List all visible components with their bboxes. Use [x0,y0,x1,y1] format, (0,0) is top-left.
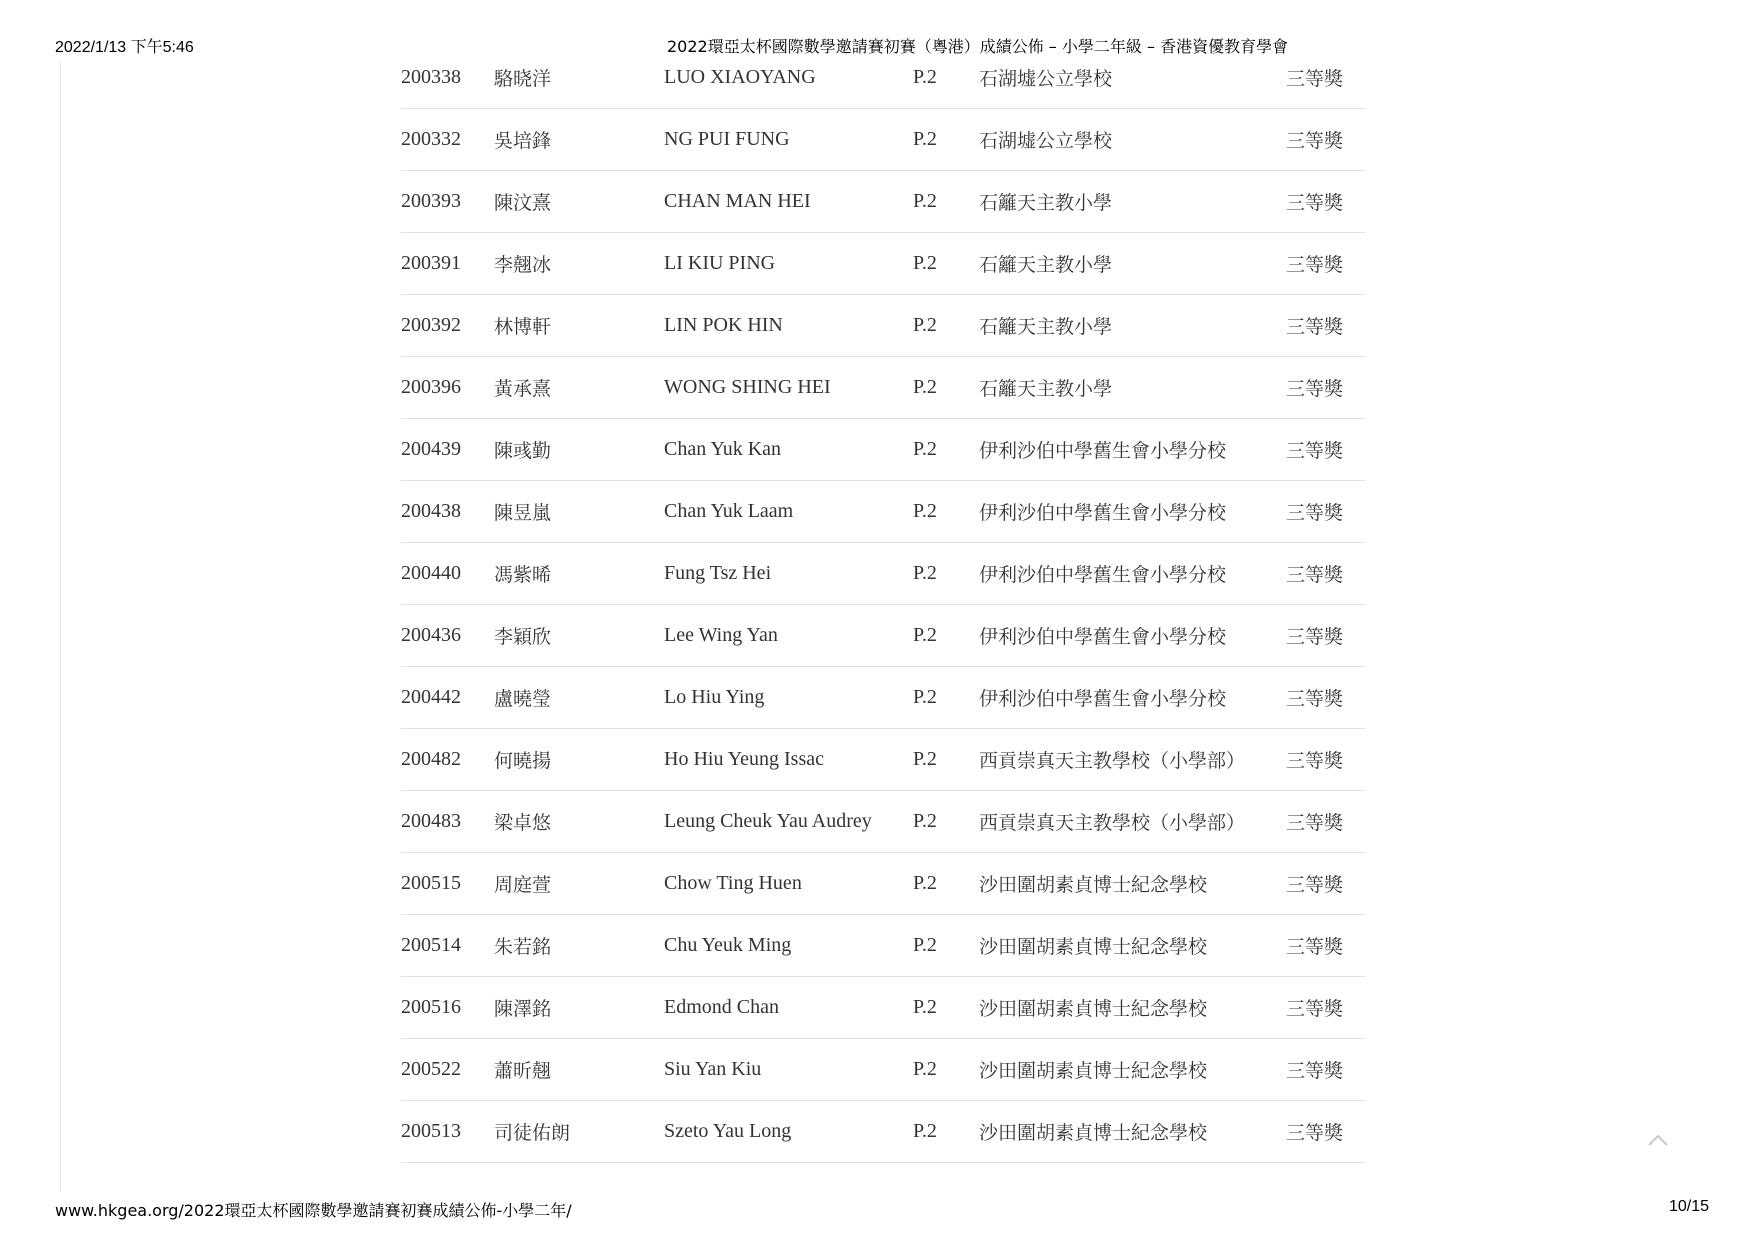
award-cell: 三等獎 [1286,605,1365,667]
results-table [401,47,1365,1163]
table-row [401,1039,1365,1101]
school-cell: 石籬天主教小學 [979,233,1286,295]
school-cell: 伊利沙伯中學舊生會小學分校 [979,419,1286,481]
school-cell: 伊利沙伯中學舊生會小學分校 [979,605,1286,667]
table-row [401,295,1365,357]
grade-cell: P.2 [913,171,979,233]
table-row [401,481,1365,543]
table-row [401,357,1365,419]
school-cell: 石籬天主教小學 [979,171,1286,233]
table-row [401,47,1365,109]
school-cell: 西貢崇真天主教學校（小學部） [979,729,1286,791]
award-cell: 三等獎 [1286,791,1365,853]
student-id-cell: 200522 [401,1039,494,1101]
student-id-cell: 200338 [401,47,494,109]
chinese-name-cell: 朱若銘 [494,915,664,977]
table-row [401,667,1365,729]
school-cell: 伊利沙伯中學舊生會小學分校 [979,543,1286,605]
chinese-name-cell: 陳昱嵐 [494,481,664,543]
grade-cell: P.2 [913,729,979,791]
english-name-cell: NG PUI FUNG [664,109,913,171]
chinese-name-cell: 駱晓洋 [494,47,664,109]
chinese-name-cell: 李翹冰 [494,233,664,295]
school-cell: 石籬天主教小學 [979,357,1286,419]
table-row [401,853,1365,915]
award-cell: 三等獎 [1286,295,1365,357]
school-cell: 伊利沙伯中學舊生會小學分校 [979,481,1286,543]
english-name-cell: Chan Yuk Laam [664,481,913,543]
english-name-cell: Siu Yan Kiu [664,1039,913,1101]
english-name-cell: Ho Hiu Yeung Issac [664,729,913,791]
table-row [401,109,1365,171]
grade-cell: P.2 [913,357,979,419]
student-id-cell: 200396 [401,357,494,419]
grade-cell: P.2 [913,605,979,667]
school-cell: 西貢崇真天主教學校（小學部） [979,791,1286,853]
table-row [401,543,1365,605]
table-row [401,729,1365,791]
student-id-cell: 200332 [401,109,494,171]
english-name-cell: Lee Wing Yan [664,605,913,667]
student-id-cell: 200515 [401,853,494,915]
page-number: 10/15 [1668,1198,1709,1215]
school-cell: 沙田圍胡素貞博士紀念學校 [979,853,1286,915]
english-name-cell: Chu Yeuk Ming [664,915,913,977]
award-cell: 三等獎 [1286,543,1365,605]
grade-cell: P.2 [913,481,979,543]
chinese-name-cell: 黃承熹 [494,357,664,419]
results-body [401,47,1365,1163]
left-divider [60,62,61,1192]
chinese-name-cell: 陳澤銘 [494,977,664,1039]
award-cell: 三等獎 [1286,419,1365,481]
award-cell: 三等獎 [1286,357,1365,419]
chinese-name-cell: 林博軒 [494,295,664,357]
grade-cell: P.2 [913,915,979,977]
chinese-name-cell: 馮紫晞 [494,543,664,605]
chinese-name-cell: 陳汶熹 [494,171,664,233]
back-to-top-button[interactable] [1645,1131,1671,1149]
english-name-cell: Chan Yuk Kan [664,419,913,481]
english-name-cell: Chow Ting Huen [664,853,913,915]
page-title: 2022環亞太杯國際數學邀請賽初賽（粵港）成績公佈 – 小學二年級 – 香港資優教育學會 [667,37,1289,56]
award-cell: 三等獎 [1286,171,1365,233]
table-row [401,419,1365,481]
award-cell: 三等獎 [1286,233,1365,295]
school-cell: 沙田圍胡素貞博士紀念學校 [979,915,1286,977]
student-id-cell: 200438 [401,481,494,543]
school-cell: 沙田圍胡素貞博士紀念學校 [979,1101,1286,1163]
table-row [401,171,1365,233]
grade-cell: P.2 [913,47,979,109]
chinese-name-cell: 李穎欣 [494,605,664,667]
award-cell: 三等獎 [1286,109,1365,171]
student-id-cell: 200442 [401,667,494,729]
chinese-name-cell: 周庭萱 [494,853,664,915]
award-cell: 三等獎 [1286,481,1365,543]
grade-cell: P.2 [913,543,979,605]
english-name-cell: LUO XIAOYANG [664,47,913,109]
student-id-cell: 200513 [401,1101,494,1163]
chinese-name-cell: 盧曉瑩 [494,667,664,729]
grade-cell: P.2 [913,853,979,915]
table-row [401,915,1365,977]
print-date: 2022/1/13 下午5:46 [55,39,194,56]
student-id-cell: 200439 [401,419,494,481]
award-cell: 三等獎 [1286,915,1365,977]
grade-cell: P.2 [913,1101,979,1163]
grade-cell: P.2 [913,233,979,295]
award-cell: 三等獎 [1286,1039,1365,1101]
award-cell: 三等獎 [1286,729,1365,791]
student-id-cell: 200392 [401,295,494,357]
student-id-cell: 200482 [401,729,494,791]
student-id-cell: 200391 [401,233,494,295]
english-name-cell: Fung Tsz Hei [664,543,913,605]
student-id-cell: 200483 [401,791,494,853]
grade-cell: P.2 [913,419,979,481]
table-row [401,791,1365,853]
school-cell: 伊利沙伯中學舊生會小學分校 [979,667,1286,729]
school-cell: 沙田圍胡素貞博士紀念學校 [979,977,1286,1039]
student-id-cell: 200393 [401,171,494,233]
chevron-up-icon [1645,1131,1671,1149]
table-row [401,605,1365,667]
english-name-cell: Edmond Chan [664,977,913,1039]
school-cell: 石籬天主教小學 [979,295,1286,357]
grade-cell: P.2 [913,1039,979,1101]
english-name-cell: Szeto Yau Long [664,1101,913,1163]
chinese-name-cell: 陳彧勤 [494,419,664,481]
page-url: www.hkgea.org/2022環亞太杯國際數學邀請賽初賽成績公佈-小學二年/ [55,1201,572,1220]
student-id-cell: 200440 [401,543,494,605]
award-cell: 三等獎 [1286,47,1365,109]
chinese-name-cell: 吳培鋒 [494,109,664,171]
student-id-cell: 200436 [401,605,494,667]
award-cell: 三等獎 [1286,1101,1365,1163]
table-row [401,233,1365,295]
award-cell: 三等獎 [1286,977,1365,1039]
grade-cell: P.2 [913,295,979,357]
award-cell: 三等獎 [1286,853,1365,915]
grade-cell: P.2 [913,791,979,853]
english-name-cell: LIN POK HIN [664,295,913,357]
grade-cell: P.2 [913,977,979,1039]
chinese-name-cell: 蕭昕翹 [494,1039,664,1101]
english-name-cell: CHAN MAN HEI [664,171,913,233]
school-cell: 沙田圍胡素貞博士紀念學校 [979,1039,1286,1101]
english-name-cell: WONG SHING HEI [664,357,913,419]
school-cell: 石湖墟公立學校 [979,47,1286,109]
table-row [401,1101,1365,1163]
grade-cell: P.2 [913,667,979,729]
table-row [401,977,1365,1039]
chinese-name-cell: 司徒佑朗 [494,1101,664,1163]
grade-cell: P.2 [913,109,979,171]
student-id-cell: 200516 [401,977,494,1039]
chinese-name-cell: 梁卓悠 [494,791,664,853]
student-id-cell: 200514 [401,915,494,977]
english-name-cell: Lo Hiu Ying [664,667,913,729]
school-cell: 石湖墟公立學校 [979,109,1286,171]
english-name-cell: LI KIU PING [664,233,913,295]
chinese-name-cell: 何曉揚 [494,729,664,791]
award-cell: 三等獎 [1286,667,1365,729]
english-name-cell: Leung Cheuk Yau Audrey [664,791,913,853]
